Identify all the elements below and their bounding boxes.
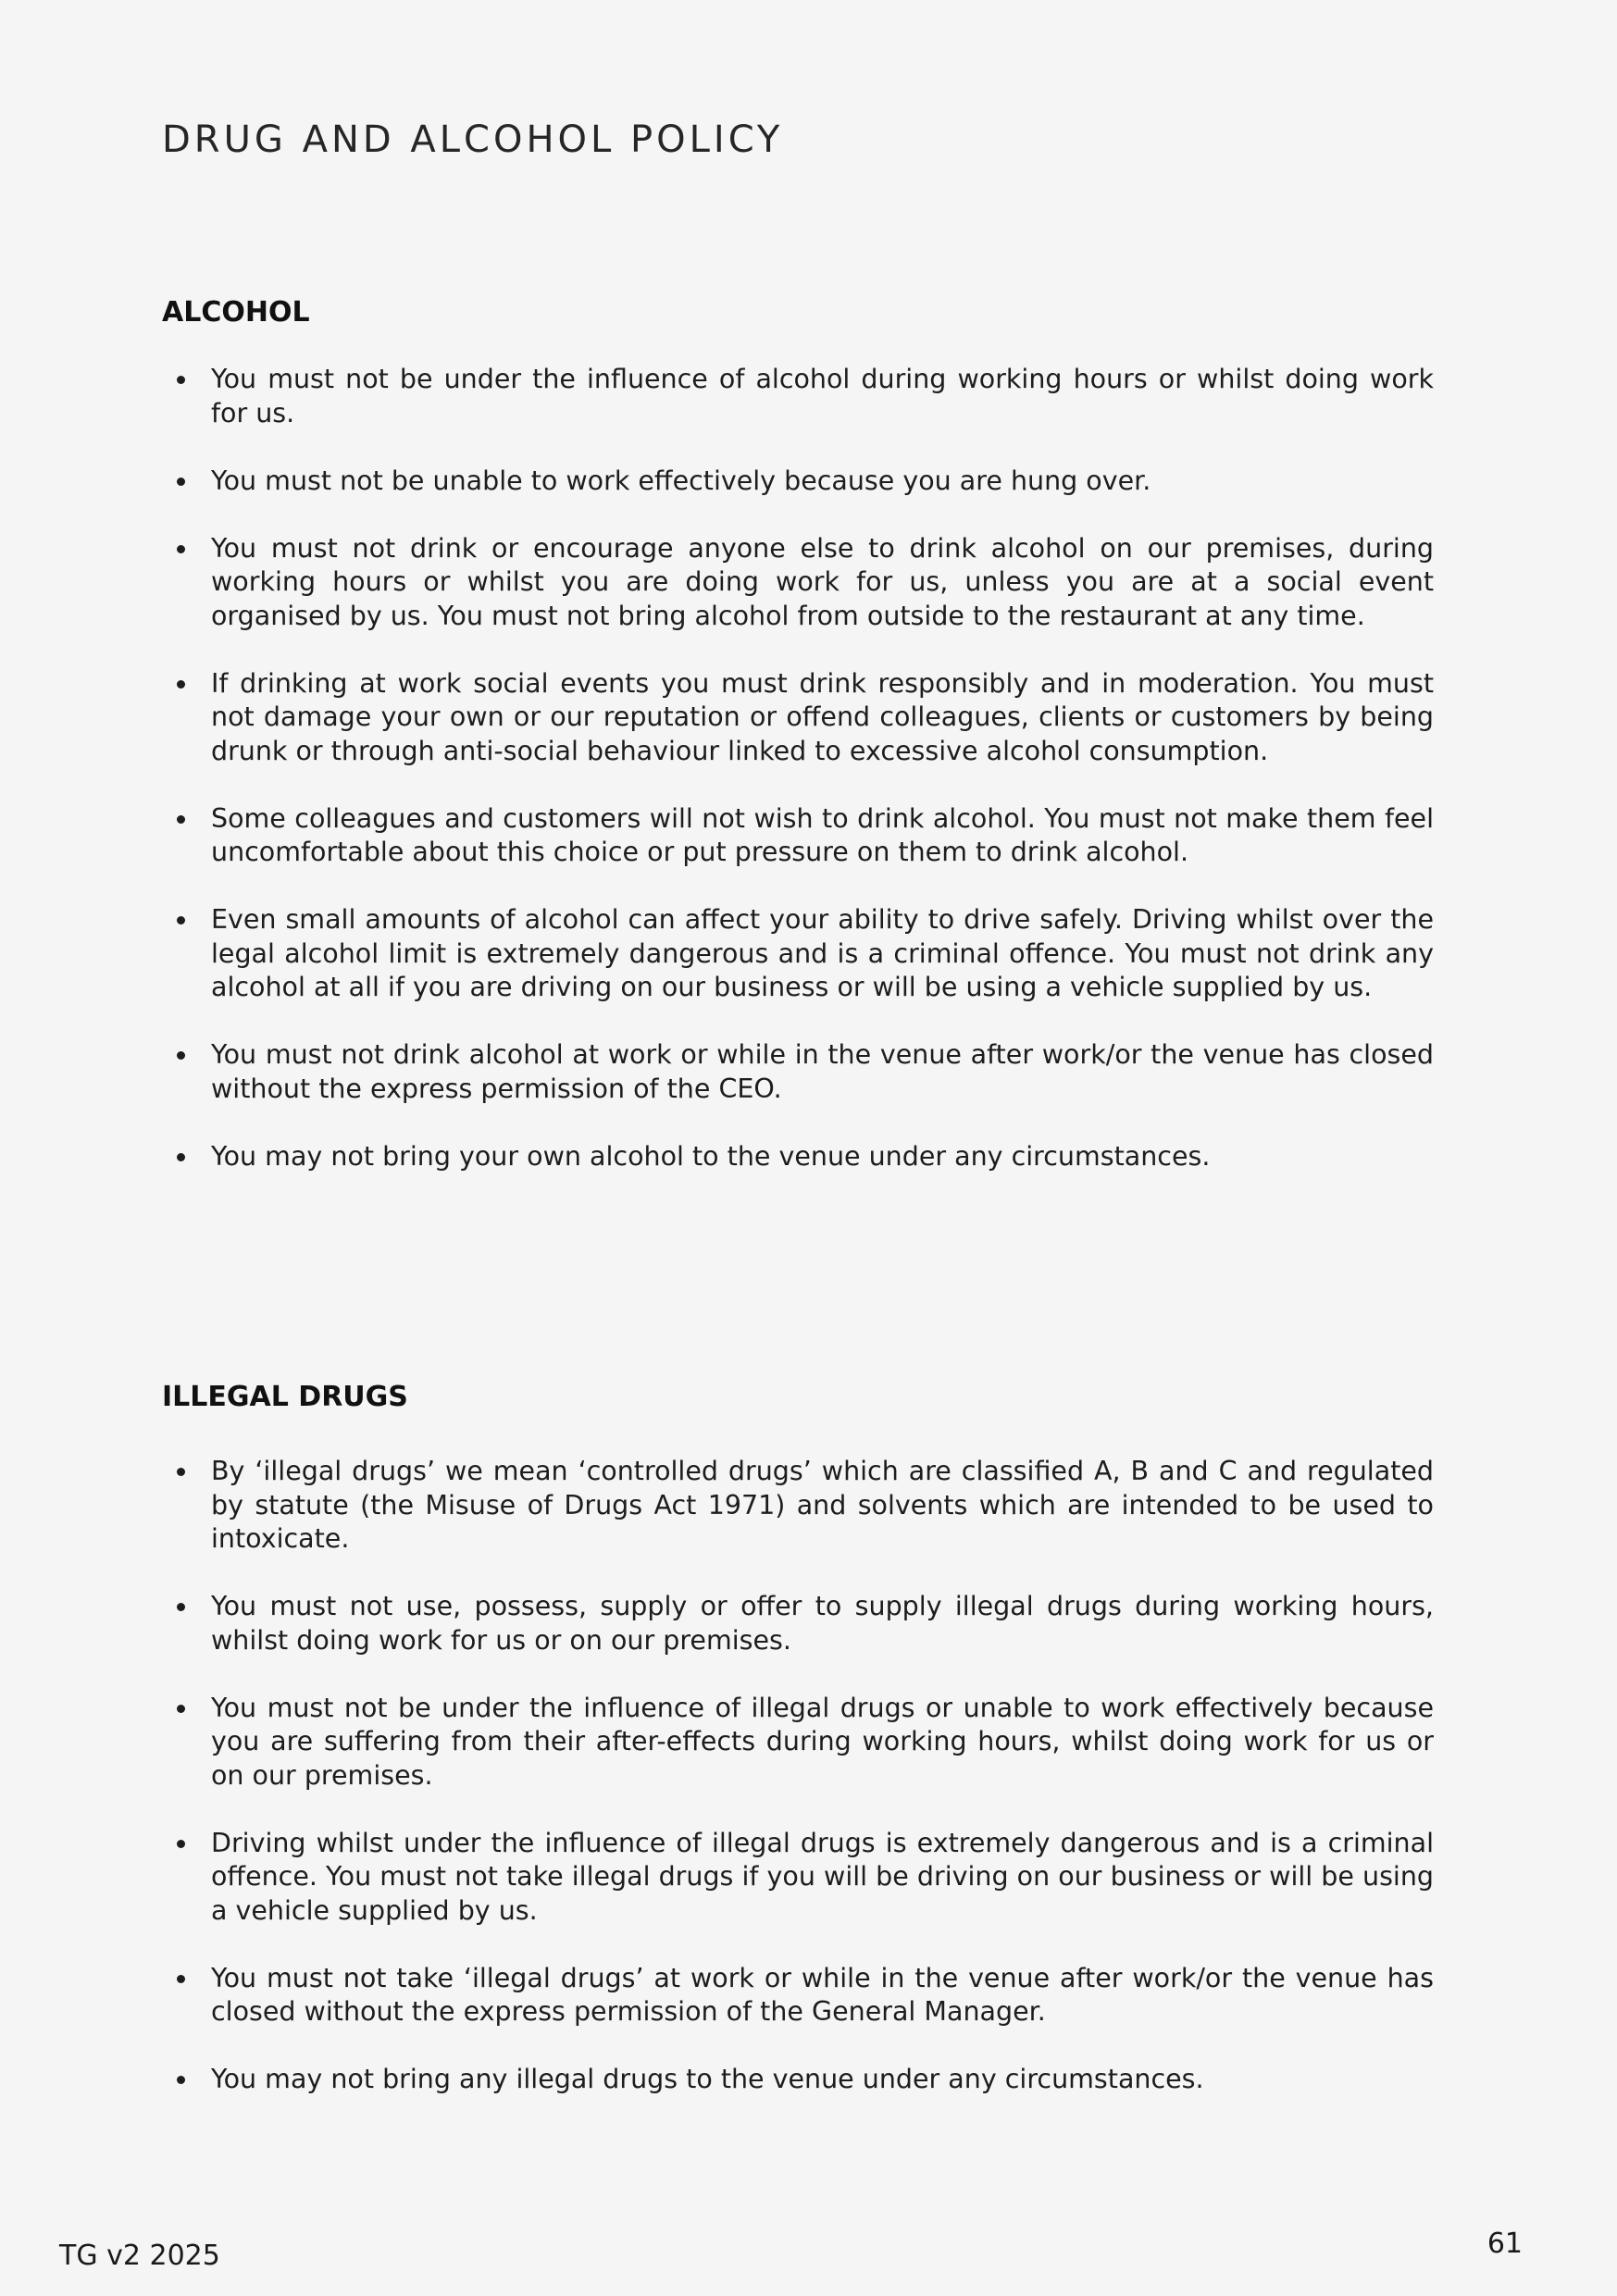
bullet-icon xyxy=(177,1840,185,1848)
bullet-text: You may not bring any illegal drugs to the venue under any circumstances. xyxy=(211,2064,1204,2094)
bullet-text: You must not drink alcohol at work or while in the venue after work/or the venue has closed without the express permission of the CEO. xyxy=(211,1039,1434,1104)
list-item xyxy=(162,532,1434,634)
bullet-text: Even small amounts of alcohol can affect your ability to drive safely. Driving whilst over the legal alcohol limit is extremely dangerous and is a criminal offence. You must not drink any alcohol at all if you are driving on our business or will be using a vehicle supplied by us. xyxy=(211,904,1434,1002)
illegal-drugs-bullet-list xyxy=(162,1455,1434,2130)
alcohol-bullet-list xyxy=(162,363,1434,1208)
list-item xyxy=(162,667,1434,769)
bullet-icon xyxy=(177,1051,185,1060)
list-item xyxy=(162,1038,1434,1106)
bullet-text: If drinking at work social events you must drink responsibly and in moderation. You must not damage your own or our reputation or offend colleagues, clients or customers by being drunk or through anti-social behaviour linked to excessive alcohol consumption. xyxy=(211,667,1434,766)
list-item xyxy=(162,1827,1434,1929)
bullet-icon xyxy=(177,2076,185,2084)
bullet-icon xyxy=(177,1975,185,1983)
bullet-icon xyxy=(177,1705,185,1713)
list-item xyxy=(162,1455,1434,1557)
footer-version: TG v2 2025 xyxy=(59,2240,220,2272)
bullet-text: You must not be under the influence of alcohol during working hours or whilst doing work for us. xyxy=(211,364,1434,428)
bullet-icon xyxy=(177,545,185,553)
list-item xyxy=(162,802,1434,870)
section-heading-illegal-drugs: ILLEGAL DRUGS xyxy=(162,1381,408,1413)
bullet-icon xyxy=(177,478,185,486)
bullet-text: You must not take ‘illegal drugs’ at work or while in the venue after work/or the venue has closed without the express permission of the General Manager. xyxy=(211,1962,1434,2027)
list-item xyxy=(162,1962,1434,2029)
page-title: DRUG AND ALCOHOL POLICY xyxy=(162,118,784,161)
bullet-text: You must not be unable to work effectively because you are hung over. xyxy=(211,465,1151,496)
list-item xyxy=(162,1140,1434,1174)
bullet-text: You must not use, possess, supply or offer to supply illegal drugs during working hours, whilst doing work for us or on our premises. xyxy=(211,1591,1434,1656)
list-item xyxy=(162,2063,1434,2097)
bullet-icon xyxy=(177,680,185,689)
bullet-text: Some colleagues and customers will not wish to drink alcohol. You must not make them feel uncomfortable about this choice or put pressure on them to drink alcohol. xyxy=(211,802,1434,867)
bullet-text: You may not bring your own alcohol to the venue under any circumstances. xyxy=(211,1140,1211,1172)
page-number: 61 xyxy=(1486,2228,1523,2260)
list-item xyxy=(162,1692,1434,1793)
list-item xyxy=(162,903,1434,1005)
list-item xyxy=(162,363,1434,430)
bullet-icon xyxy=(177,1153,185,1161)
bullet-text: You must not drink or encourage anyone else to drink alcohol on our premises, during working hours or whilst you are doing work for us, unless you are at a social event organised by us. You must not bring alcohol from outside to the restaurant at any time. xyxy=(211,532,1434,631)
list-item xyxy=(162,1590,1434,1657)
bullet-text: Driving whilst under the influence of illegal drugs is extremely dangerous and is a criminal offence. You must not take illegal drugs if you will be driving on our business or will be using a vehicle supplied by us. xyxy=(211,1827,1434,1926)
bullet-icon xyxy=(177,1603,185,1611)
list-item xyxy=(162,465,1434,499)
bullet-text: You must not be under the influence of illegal drugs or unable to work effectively because you are suffering from their after-effects during working hours, whilst doing work for us or on our premises. xyxy=(211,1692,1434,1791)
bullet-icon xyxy=(177,1468,185,1476)
bullet-icon xyxy=(177,815,185,824)
section-heading-alcohol: ALCOHOL xyxy=(162,296,310,329)
bullet-icon xyxy=(177,916,185,925)
bullet-icon xyxy=(177,376,185,384)
bullet-text: By ‘illegal drugs’ we mean ‘controlled drugs’ which are classified A, B and C and regulated by statute (the Misuse of Drugs Act 1971) and solvents which are intended to be used to intoxicate. xyxy=(211,1456,1434,1554)
